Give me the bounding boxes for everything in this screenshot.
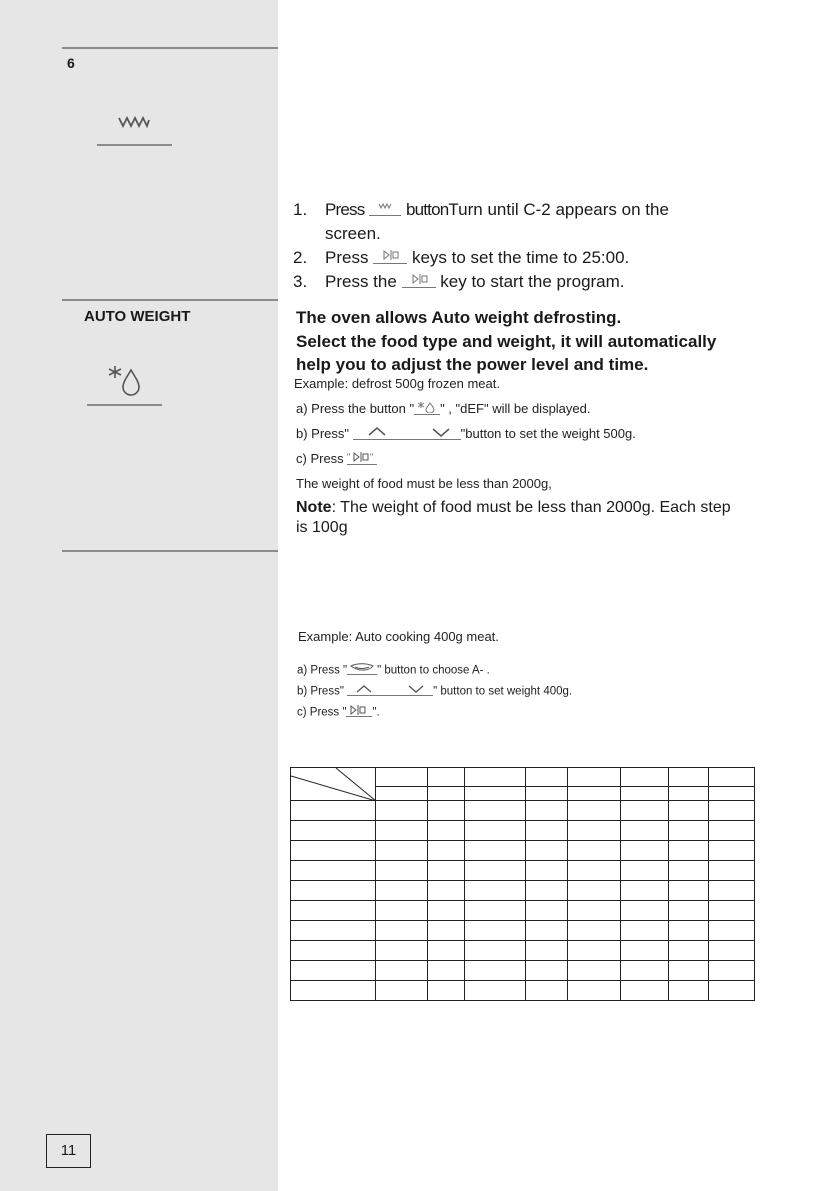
defrost-icon-underline <box>87 404 162 406</box>
note: Note: The weight of food must be less than 2000g. Each step is 100g <box>296 499 731 536</box>
table-row <box>291 768 755 787</box>
up-down-keys <box>347 683 433 696</box>
table-row <box>291 821 755 841</box>
grill-icon <box>118 115 150 133</box>
auto-cook-example: Example: Auto cooking 400g meat. <box>298 629 499 644</box>
defrost-icon <box>414 401 440 415</box>
start-pause-icon <box>402 273 436 288</box>
table-row <box>291 921 755 941</box>
table-header-diagonal-cell <box>291 768 376 801</box>
defrost-icon <box>106 364 146 401</box>
auto-cook-step-c: c) Press " ". <box>297 706 380 719</box>
up-down-keys <box>353 425 461 440</box>
auto-cook-table <box>290 767 755 1001</box>
table-row <box>291 961 755 981</box>
defrost-step-b: b) Press" "button to set the weight 500g. <box>296 426 636 441</box>
svg-text:": " <box>347 451 351 462</box>
svg-text:": " <box>370 451 374 462</box>
auto-cook-step-a: a) Press " " button to choose A- . <box>297 664 490 677</box>
auto-weight-heading: AUTO WEIGHT <box>84 308 191 325</box>
step-3: 3. Press the key to start the program. <box>293 272 625 291</box>
table-row <box>291 841 755 861</box>
auto-cook-icon <box>347 662 377 675</box>
step-2: 2. Press keys to set the time to 25:00. <box>293 248 630 267</box>
table-row <box>291 801 755 821</box>
section-divider-auto-weight <box>62 299 278 301</box>
table-row <box>291 901 755 921</box>
defrost-example: Example: defrost 500g frozen meat. <box>294 376 500 391</box>
table-row <box>291 881 755 901</box>
start-pause-icon <box>347 451 377 465</box>
table-row <box>291 941 755 961</box>
weight-limit-text: The weight of food must be less than 2000g, <box>296 476 552 491</box>
auto-cook-step-b: b) Press" " button to set weight 400g. <box>297 685 572 698</box>
auto-weight-intro: The oven allows Auto weight defrosting. Select the food type and weight, it will automatically help you to adjust the power level and time. <box>296 308 717 374</box>
step-1: 1. Press buttonTurn until C-2 appears on the <box>293 200 669 219</box>
defrost-step-a: a) Press the button " " , "dEF" will be displayed. <box>296 401 591 416</box>
grill-icon-underline <box>97 144 172 146</box>
grill-steps: 1. Press buttonTurn until C-2 appears on the screen. 2. Press keys to set the time to 25:00. 3. Press the key to start the program. <box>293 198 669 294</box>
grill-icon <box>369 201 401 216</box>
section-number: 6 <box>67 55 75 71</box>
section-divider-auto-cook <box>62 550 278 552</box>
defrost-step-c: c) Press " " <box>296 451 377 467</box>
section-divider-grill <box>62 47 278 49</box>
table-row <box>291 861 755 881</box>
start-pause-icon <box>346 704 372 717</box>
start-pause-icon <box>373 249 407 264</box>
sidebar <box>0 0 278 1191</box>
page-number: 11 <box>46 1134 91 1168</box>
table-row <box>291 981 755 1001</box>
